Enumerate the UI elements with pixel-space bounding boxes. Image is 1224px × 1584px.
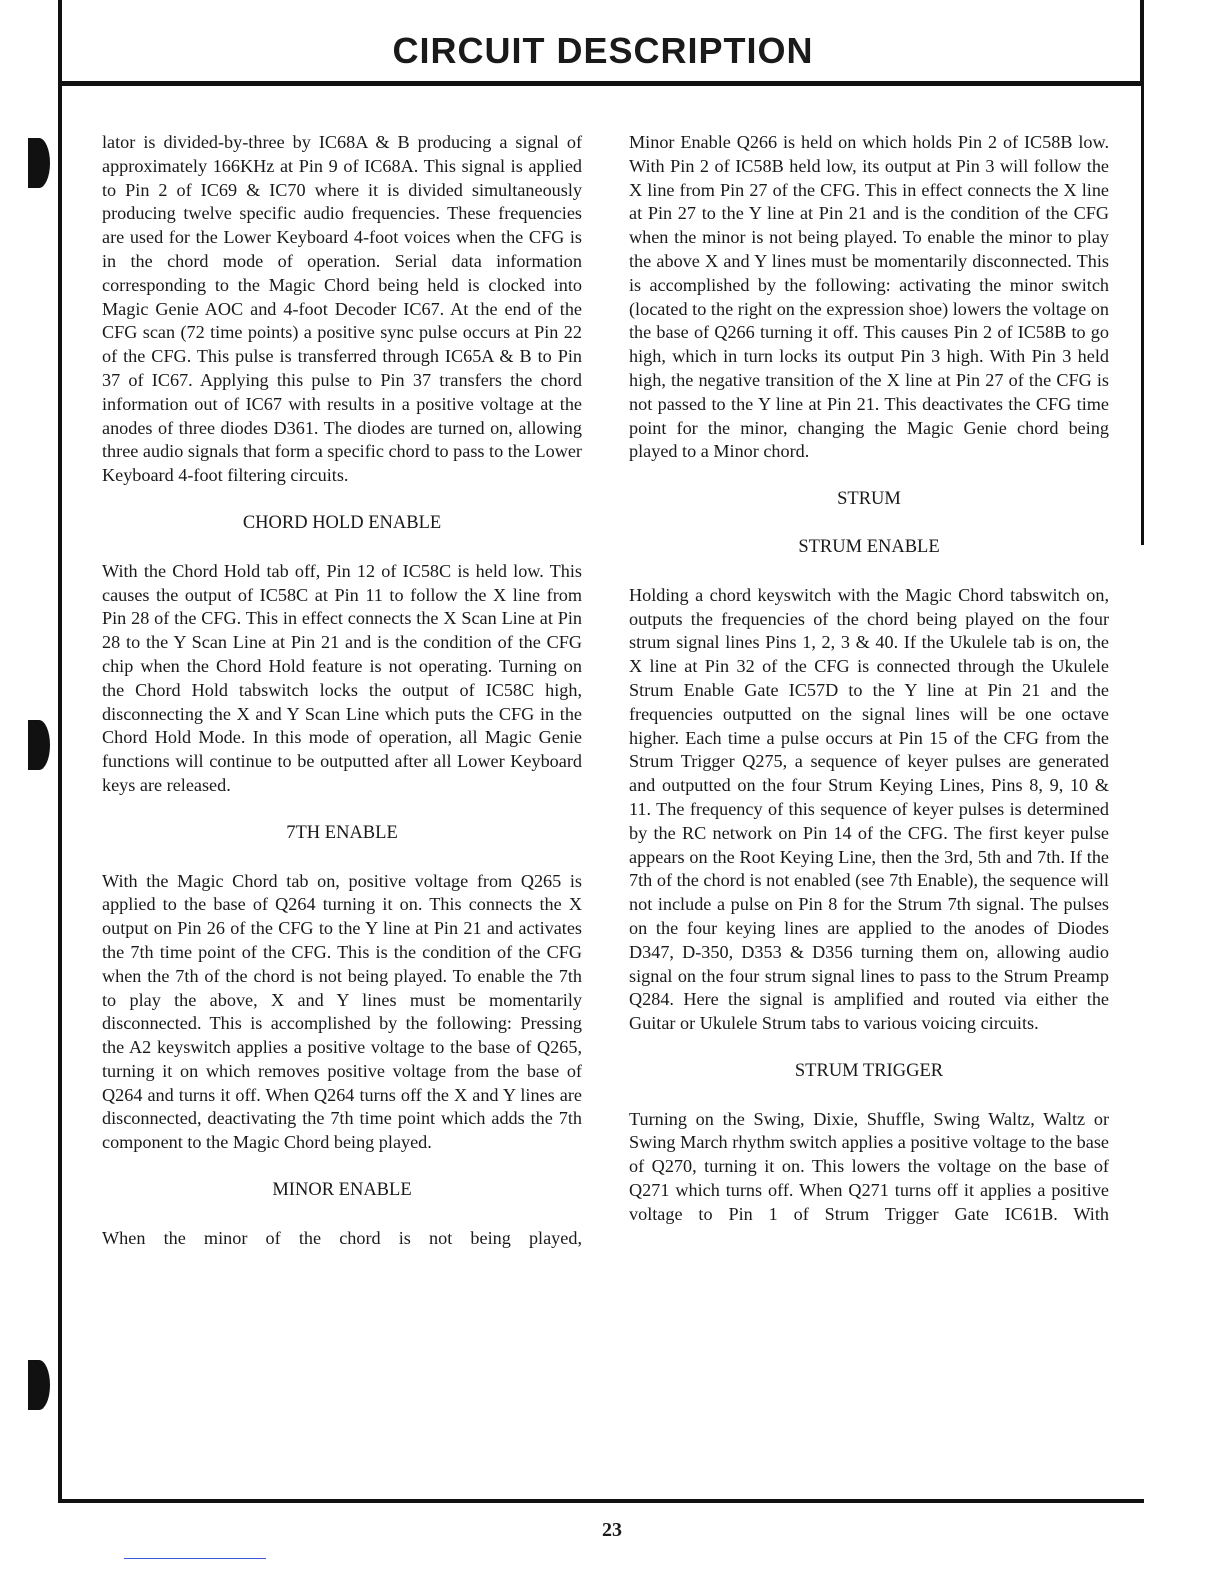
left-column — [102, 131, 582, 1251]
minor-enable-continued: Minor Enable Q266 is held on which holds Pin 2 of IC58B low. With Pin 2 of IC58B held low, its output at Pin 3 will follow the X line from Pin 27 of the CFG. This in effect connects the X line at Pin 27 to the Y line at Pin 21 and is the condition of the CFG when the minor is not being played. To enable the minor to play the above X and Y lines must be momentarily disconnected. This is accomplished by the following: activating the minor switch (located to the right on the expression shoe) lowers the voltage on the base of Q266 turning it off. This causes Pin 2 of IC58B to go high, which in turn locks its output Pin 3 high. With Pin 3 held high, the negative transition of the X line at Pin 27 of the CFG is not passed to the Y line at Pin 21. This deactivates the CFG time point for the minor, changing the Magic Genie chord being played to a Minor chord. — [629, 132, 1109, 462]
chord-hold-paragraph: With the Chord Hold tab off, Pin 12 of IC58C is held low. This causes the output of IC58C at Pin 11 to follow the X line from Pin 28 of the CFG. This in effect connects the X Scan Line at Pin 28 to the Y Scan Line at Pin 21 and is the condition of the CFG chip when the Chord Hold feature is not operating. Turning on the Chord Hold tabswitch locks the output of IC58C high, disconnecting the X and Y Scan Line which puts the CFG in the Chord Hold Mode. In this mode of operation, all Magic Genie functions will continue to be outputted after all Lower Keyboard keys are released. — [102, 560, 582, 795]
right-column — [629, 131, 1109, 1227]
frame-right-rule-lower — [1141, 85, 1144, 545]
intro-paragraph: lator is divided-by-three by IC68A & B producing a signal of approximately 166KHz at Pin 9 of IC68A. This signal is applied to Pin 2 of IC69 & IC70 where it is divided simultaneously producing twelve specific audio frequencies. These frequencies are used for the Lower Keyboard 4-foot voices when the CFG is in the chord mode of operation. Serial data information corresponding to the Magic Chord being held is clocked into Magic Genie AOC and 4-foot Decoder IC67. At the end of the CFG scan (72 time points) a positive sync pulse occurs at Pin 22 of the CFG. This pulse is transferred through IC65A & B to Pin 37 of IC67. Applying this pulse to Pin 37 transfers the chord information out of IC67 with results in a positive voltage at the anodes of three diodes D361. The diodes are turned on, allowing three audio signals that form a specific chord to pass to the Lower Keyboard 4-foot filtering circuits. — [102, 132, 582, 486]
footer-rule — [58, 1499, 1144, 1503]
minor-enable-paragraph: When the minor of the chord is not being played, — [102, 1227, 582, 1248]
seventh-enable-heading: 7TH ENABLE — [286, 822, 398, 843]
strum-enable-paragraph: Holding a chord keyswitch with the Magic Chord tabswitch on, outputs the frequencies of the chord being played on the four strum signal lines Pins 1, 2, 3 & 40. If the Ukulele tab is on, the X line at Pin 32 of the CFG is connected through the Ukulele Strum Enable Gate IC57D to the Y line at Pin 21 and the frequencies outputted on the signal lines will be one octave higher. Each time a pulse occurs at Pin 15 of the CFG from the Strum Trigger Q275, a sequence of keyer pulses are generated and outputted on the four Strum Keying Lines, Pins 8, 9, 10 & 11. The frequency of this sequence of keyer pulses is determined by the RC network on Pin 14 of the CFG. The first keyer pulse appears on the Root Keying Line, then the 3rd, 5th and 7th. If the 7th of the chord is not enabled (see 7th Enable), the sequence will not include a pulse on Pin 8 for the Strum 7th signal. The pulses on the four keying lines are applied to the anodes of Diodes D347, D-350, D353 & D356 turning them on, allowing audio signal on the four strum signal lines to pass to the Strum Preamp Q284. Here the signal is amplified and routed via either the Guitar or Ukulele Strum tabs to various voicing circuits. — [629, 584, 1109, 1034]
header-rule — [58, 81, 1144, 86]
seventh-enable-paragraph: With the Magic Chord tab on, positive voltage from Q265 is applied to the base of Q264 turning it on. This connects the X output on Pin 26 of the CFG to the Y line at Pin 21 and activates the 7th time point of the CFG. This is the condition of the CFG when the 7th of the chord is not being played. To enable the 7th to play the above, X and Y lines must be momentarily disconnected. This is accomplished by the following: Pressing the A2 keyswitch applies a positive voltage to the base of Q265, turning it on which removes positive voltage from the base of Q264 and turns it off. When Q264 turns off the X and Y lines are disconnected, deactivating the 7th time point which adds the 7th component to the Magic Chord being played. — [102, 870, 582, 1153]
footer-link-underline — [124, 1558, 266, 1559]
chord-hold-heading: CHORD HOLD ENABLE — [242, 512, 442, 533]
strum-enable-heading: STRUM ENABLE — [798, 536, 940, 557]
strum-trigger-paragraph: Turning on the Swing, Dixie, Shuffle, Swing Waltz, Waltz or Swing March rhythm switch applies a positive voltage to the base of Q270, turning it on. This lowers the voltage on the base of Q271 which turns off. When Q271 turns off it applies a positive voltage to Pin 1 of Strum Trigger Gate IC61B. With — [629, 1108, 1109, 1224]
binder-tab-mark — [28, 138, 50, 188]
strum-trigger-heading: STRUM TRIGGER — [794, 1060, 944, 1081]
page-title: CIRCUIT DESCRIPTION — [392, 30, 814, 71]
binder-tab-mark — [28, 720, 50, 770]
minor-enable-heading: MINOR ENABLE — [272, 1180, 412, 1201]
strum-heading: STRUM — [837, 489, 901, 510]
frame-left-rule — [58, 0, 62, 1503]
page-number: 23 — [602, 1519, 622, 1541]
binder-tab-mark — [28, 1360, 50, 1410]
